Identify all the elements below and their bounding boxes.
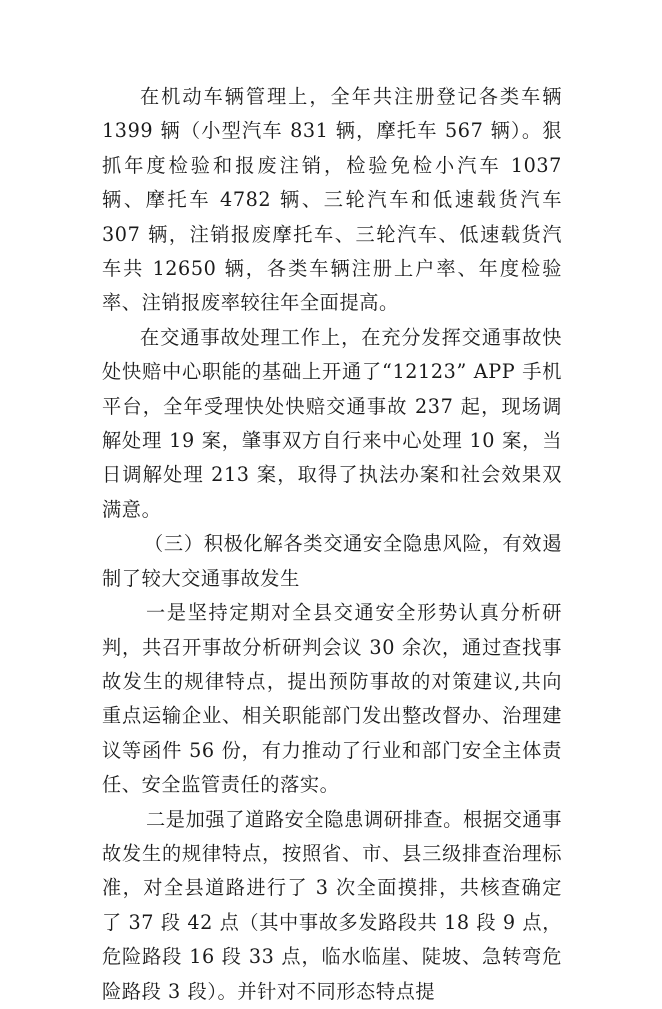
paragraph-accident-handling: 在交通事故处理工作上，在充分发挥交通事故快处快赔中心职能的基础上开通了“12123” APP 手机平台，全年受理快处快赔交通事故 237 起，现场调解处理 19 案，肇事双方自行来中心处理 10 案，当日调解处理 213 案，取得了执法办案和社会效果双满意。 xyxy=(102,325,562,521)
paragraph-hazard-survey: 二是加强了道路安全隐患调研排查。根据交通事故发生的规律特点，按照省、市、县三级排查治理标准，对全县道路进行了 3 次全面摸排，共核查确定了 37 段 42 点（其中事故多发路段共 18 段 9 点，危险路段 16 段 33 点，临水临崖、陡坡、急转弯危险路段 3 段）。并针对不同形态特点提 xyxy=(102,807,562,1003)
paragraph-analysis-judgment: 一是坚持定期对全县交通安全形势认真分析研判，共召开事故分析研判会议 30 余次，通过查找事故发生的规律特点，提出预防事故的对策建议,共向重点运输企业、相关职能部门发出整改督办、治理建议等函件 56 份，有力推动了行业和部门安全主体责任、安全监管责任的落实。 xyxy=(102,601,562,797)
paragraph-vehicle-management: 在机动车辆管理上，全年共注册登记各类车辆 1399 辆（小型汽车 831 辆，摩托车 567 辆）。狠抓年度检验和报废注销，检验免检小汽车 1037 辆、摩托车 4782 辆、三轮汽车和低速载货汽车 307 辆，注销报废摩托车、三轮汽车、低速载货汽车共 12650 辆，各类车辆注册上户率、年度检验率、注销报废率较往年全面提高。 xyxy=(102,85,562,315)
section-heading: （三）积极化解各类交通安全隐患风险，有效遏制了较大交通事故发生 xyxy=(102,532,562,590)
document-page xyxy=(102,80,562,1009)
